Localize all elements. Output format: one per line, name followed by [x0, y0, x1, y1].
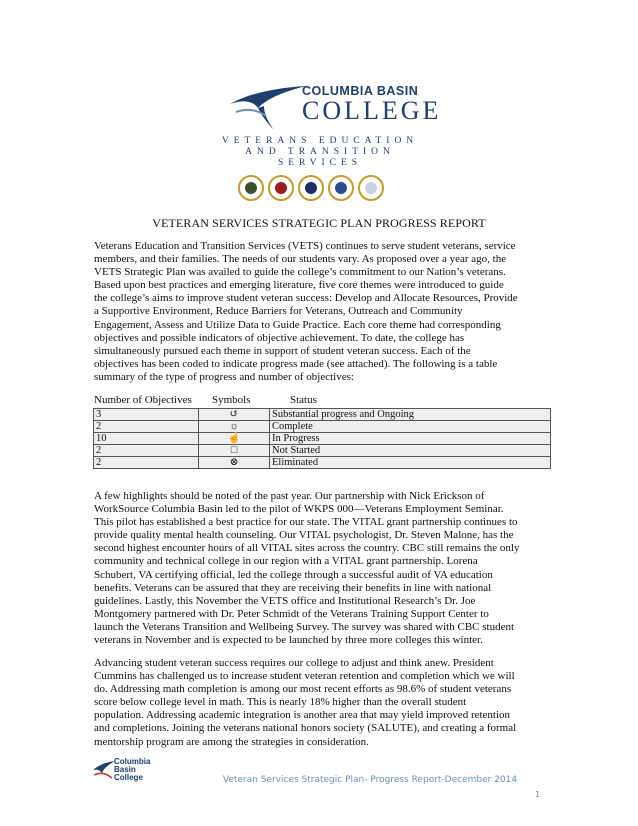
objective-count: 10	[94, 433, 199, 445]
page-number: 1	[535, 790, 541, 799]
table-row	[94, 421, 551, 433]
text-line: members, and their families. The needs of our students vary. As proposed over a year ago, the	[94, 253, 507, 266]
footer-logo	[92, 758, 162, 792]
college-name-line1: COLUMBIA BASIN	[302, 84, 419, 98]
text-line: Advancing student veteran success requires our college to adjust and think anew. President	[94, 657, 494, 669]
footer-logo-line3: College	[114, 773, 143, 782]
footer-logo-line1: Columbia	[114, 757, 151, 766]
status-symbol-icon: □	[199, 445, 270, 457]
text-line: objectives has been coded to indicate progress made (see attached). The following is a table	[94, 357, 498, 370]
report-title: VETERAN SERVICES STRATEGIC PLAN PROGRESS REPORT	[152, 216, 486, 230]
text-line: score below college level in math. This is nearly 18% higher than the overall student	[94, 696, 467, 709]
objective-count: 3	[94, 409, 199, 421]
footer-swoosh-icon	[92, 758, 116, 782]
status-label: Complete	[270, 421, 551, 433]
seal-emblem-icon	[245, 182, 257, 194]
footer-logo-line2: Basin	[114, 765, 136, 774]
table-row	[94, 445, 551, 457]
college-logo	[228, 78, 442, 138]
military-seals	[238, 175, 384, 205]
objective-count: 2	[94, 457, 199, 469]
highlights-paragraph	[94, 490, 554, 647]
seal-emblem-icon	[275, 182, 287, 194]
college-name-line2: COLLEGE	[302, 96, 442, 125]
text-line: WorkSource Columbia Basin led to the pilot of WKPS 000—Veterans Employment Seminar.	[94, 503, 504, 516]
text-line: launch the Veterans Transition and Wellbeing Survey. The survey was shared with CBC student	[94, 620, 515, 633]
text-line: Veterans Education and Transition Services (VETS) continues to serve student veterans, service	[94, 240, 516, 252]
text-line: benefits. Veterans can be assured that they are receiving their benefits in line with national	[94, 581, 492, 594]
footer-text: Veteran Services Strategic Plan- Progress Report-December 2014	[222, 775, 518, 785]
text-line: veterans in November and is expected to be launched by three more colleges this winter.	[94, 634, 483, 647]
status-symbol-icon: ↺	[199, 409, 270, 421]
text-line: Based upon best practices and emerging literature, five core themes were introduced to guide	[94, 279, 504, 292]
header-status: Status	[290, 394, 317, 406]
status-label: In Progress	[270, 433, 551, 445]
advancing-paragraph	[94, 657, 554, 749]
status-symbol-icon: ☼	[199, 421, 270, 433]
text-line: summary of the type of progress and number of objectives:	[94, 370, 354, 383]
text-line: VETS Strategic Plan was availed to guide the college’s commitment to our Nation’s veterans.	[94, 266, 506, 279]
intro-paragraph	[94, 240, 554, 384]
air-force-seal	[328, 175, 354, 201]
objectives-table	[93, 408, 551, 469]
text-line: do. Addressing math completion is among our most recent efforts as 98.6% of student veterans	[94, 683, 512, 696]
swoosh-icon	[228, 82, 308, 132]
status-label: Substantial progress and Ongoing	[270, 409, 551, 421]
vets-line-2: AND TRANSITION	[245, 147, 395, 157]
header-count: Number of Objectives	[94, 394, 192, 406]
army-seal	[238, 175, 264, 201]
text-line: the college’s aims to improve student veteran success: Develop and Allocate Resources, Provide	[94, 292, 518, 305]
text-line: second highest encounter hours of all VITAL sites across the country. CBC still remains the only	[94, 542, 520, 555]
text-line: Schubert, VA certifying official, led the college through a successful audit of VA education	[94, 568, 493, 581]
objective-count: 2	[94, 421, 199, 433]
navy-seal	[298, 175, 324, 201]
vets-line-3: SERVICES	[277, 158, 363, 168]
vets-line-1: VETERANS EDUCATION	[221, 136, 419, 146]
text-line: objectives and possible indicators of objective achievement. To date, the college has	[94, 331, 465, 344]
text-line: community and technical college in our region with a VITAL grant partnership. Lorena	[94, 555, 478, 568]
text-line: and completions. Joining the veterans national honors society (SALUTE), and creating a formal	[94, 722, 517, 735]
status-symbol-icon: ⊗	[199, 457, 270, 469]
text-line: Cummins has challenged us to increase student veteran retention and completion which we will	[94, 670, 515, 683]
header-symbols: Symbols	[212, 394, 251, 406]
table-row	[94, 433, 551, 445]
text-line: population. Addressing academic integration is another area that may yield improved retention	[94, 709, 511, 722]
status-label: Not Started	[270, 445, 551, 457]
coast-guard-seal	[358, 175, 384, 201]
text-line: guidelines. Lastly, this November the VETS office and Institutional Research’s Dr. Joe	[94, 594, 476, 607]
table-row	[94, 409, 551, 421]
text-line: This pilot has established a best practice for our state. The VITAL grant partnership continues to	[94, 516, 518, 529]
status-symbol-icon: ☝	[199, 433, 270, 445]
marines-seal	[268, 175, 294, 201]
seal-emblem-icon	[365, 182, 377, 194]
text-line: mentorship program are among the strategies in consideration.	[94, 735, 369, 748]
objective-count: 2	[94, 445, 199, 457]
seal-emblem-icon	[335, 182, 347, 194]
text-line: a Supportive Environment, Reduce Barriers for Veterans, Outreach and Community	[94, 305, 463, 318]
text-line: provide quality mental health counseling. Our VITAL psychologist, Dr. Steven Malone, has the	[94, 529, 514, 542]
status-label: Eliminated	[270, 457, 551, 469]
table-row	[94, 457, 551, 469]
seal-emblem-icon	[305, 182, 317, 194]
text-line: A few highlights should be noted of the past year. Our partnership with Nick Erickson of	[94, 490, 485, 502]
text-line: Engagement, Assess and Utilize Data to Guide Practice. Each core theme had corresponding	[94, 318, 501, 331]
text-line: simultaneously pursued each theme in support of student veteran success. Each of the	[94, 344, 471, 357]
text-line: Montgomery partnered with Dr. Peter Schmidt of the Veterans Training Support Center to	[94, 607, 489, 620]
